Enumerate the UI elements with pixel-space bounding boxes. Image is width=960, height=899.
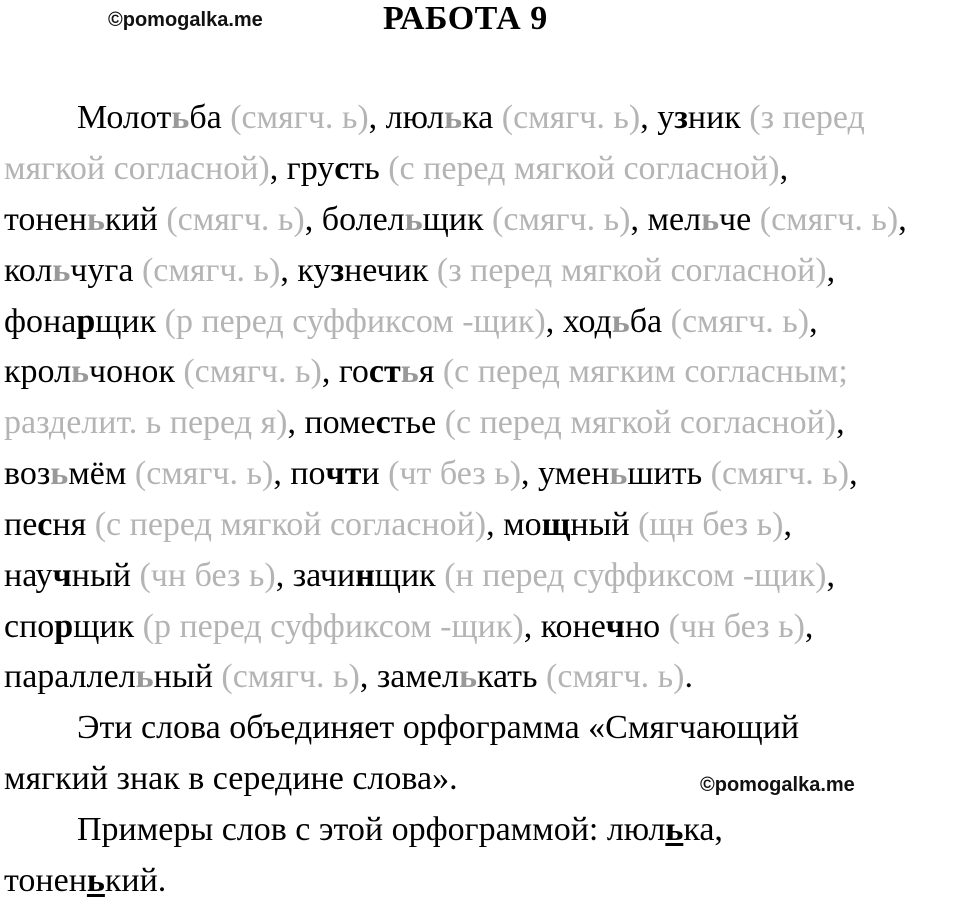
highlighted-letter: с: [375, 404, 391, 441]
annotation-text: (смягч. ь): [230, 99, 369, 136]
word-text: , мел: [630, 201, 702, 238]
word-text: , умен: [521, 455, 610, 492]
text-line-3: [4, 203, 907, 237]
highlighted-letter: р: [54, 608, 74, 645]
annotation-text: (смягч. ь): [183, 353, 322, 390]
word-text: кать: [476, 658, 547, 695]
underlined-letter: ь: [665, 811, 684, 848]
annotation-text: мягкой согласной): [4, 150, 270, 187]
text-line-16: [4, 864, 166, 898]
page-title: РАБОТА 9: [383, 0, 548, 37]
text-line-13: [77, 711, 799, 745]
word-text: чонок: [89, 353, 184, 390]
annotation-text: (смягч. ь): [501, 99, 641, 136]
highlighted-letter: ст: [368, 353, 401, 390]
word-text: щик: [374, 557, 445, 594]
word-text: ня: [52, 506, 95, 543]
word-text: ,: [783, 506, 792, 543]
word-text: нечик: [344, 252, 437, 289]
soft-sign-letter: ь: [135, 658, 154, 695]
annotation-text: (н перед суффиксом -щик): [444, 557, 827, 594]
word-text: ,: [826, 557, 835, 594]
soft-sign-letter: ь: [171, 99, 190, 136]
annotation-text: (з перед мягкой согласной): [436, 252, 827, 289]
word-text: , по: [273, 455, 326, 492]
highlighted-letter: з: [330, 252, 345, 289]
word-text: шить: [627, 455, 711, 492]
word-text: мём: [68, 455, 135, 492]
word-text: , ку: [280, 252, 331, 289]
text-line-8: [4, 457, 858, 491]
text-line-6: [4, 355, 848, 389]
word-text: тье: [390, 404, 445, 441]
word-text: , замел: [359, 658, 459, 695]
text-line-12: [4, 660, 693, 694]
annotation-text: (с перед мягкой согласной): [444, 404, 837, 441]
annotation-text: (р перед суффиксом -щик): [142, 608, 524, 645]
highlighted-letter: с: [37, 506, 53, 543]
word-text: кол: [4, 252, 53, 289]
annotation-text: (смягч. ь): [670, 303, 810, 340]
word-text: пе: [4, 506, 38, 543]
annotation-text: (с перед мягкой согласной): [388, 150, 780, 187]
watermark-top: ©pomogalka.me: [108, 9, 263, 31]
highlighted-letter: з: [674, 99, 688, 136]
word-text: чуга: [70, 252, 142, 289]
highlighted-letter: с: [334, 150, 350, 187]
word-text: , го: [321, 353, 369, 390]
soft-sign-letter: ь: [52, 252, 71, 289]
word-text: , коне: [523, 608, 606, 645]
annotation-text: (щн без ь): [638, 506, 784, 543]
annotation-text: (с перед мягкой согласной): [94, 506, 487, 543]
annotation-text: разделит. ь перед я): [4, 404, 288, 441]
text-line-2: [4, 152, 788, 186]
annotation-text: (с перед мягким согласным;: [442, 353, 848, 390]
soft-sign-letter: ь: [458, 658, 477, 695]
text-line-5: [4, 305, 818, 339]
word-text: ть: [349, 150, 389, 187]
word-text: ный: [153, 658, 222, 695]
word-text: ,: [804, 608, 814, 645]
word-text: ка: [462, 99, 502, 136]
word-text: нау: [4, 557, 53, 594]
soft-sign-letter: ь: [611, 303, 630, 340]
word-text: ка,: [683, 811, 723, 848]
word-text: мягкий знак в середине слова».: [4, 760, 458, 797]
word-text: Молот: [77, 99, 172, 136]
text-line-1: [77, 101, 865, 135]
word-text: щик: [73, 608, 143, 645]
annotation-text: (смягч. ь): [546, 658, 685, 695]
underlined-letter: ь: [86, 862, 105, 899]
word-text: щик: [95, 303, 165, 340]
word-text: ба: [629, 303, 671, 340]
annotation-text: (смягч. ь): [134, 455, 274, 492]
word-text: крол: [4, 353, 72, 390]
word-text: ба: [189, 99, 231, 136]
annotation-text: (смягч. ь): [759, 201, 899, 238]
word-text: , зачи: [275, 557, 356, 594]
word-text: ,: [826, 252, 836, 289]
soft-sign-letter: ь: [404, 201, 423, 238]
word-text: , мо: [486, 506, 542, 543]
word-text: ный: [71, 557, 140, 594]
soft-sign-letter: ь: [50, 455, 69, 492]
word-text: че: [719, 201, 760, 238]
annotation-text: (смягч. ь): [221, 658, 360, 695]
word-text: я: [418, 353, 443, 390]
text-line-9: [4, 508, 792, 542]
highlighted-letter: ч: [52, 557, 72, 594]
annotation-text: (чн без ь): [668, 608, 805, 645]
word-text: щик: [422, 201, 493, 238]
word-text: .: [684, 658, 693, 695]
annotation-text: (з перед: [749, 99, 865, 136]
annotation-text: (р перед суффиксом -щик): [164, 303, 546, 340]
text-line-10: [4, 559, 835, 593]
text-line-11: [4, 610, 813, 644]
word-text: кий.: [104, 862, 167, 899]
word-text: , поме: [287, 404, 376, 441]
highlighted-letter: чт: [325, 455, 362, 492]
word-text: ,: [779, 150, 789, 187]
text-line-4: [4, 254, 835, 288]
annotation-text: (смягч. ь): [710, 455, 850, 492]
word-text: , гру: [269, 150, 335, 187]
soft-sign-letter: ь: [400, 353, 419, 390]
word-text: спо: [4, 608, 55, 645]
word-text: фона: [4, 303, 77, 340]
word-text: Эти слова объединяет орфограмма «Смягчающий: [77, 709, 800, 746]
watermark-mid: ©pomogalka.me: [700, 774, 855, 796]
word-text: параллел: [4, 658, 136, 695]
text-line-15: [77, 813, 723, 847]
annotation-text: (чн без ь): [139, 557, 276, 594]
highlighted-letter: щ: [541, 506, 571, 543]
annotation-text: (смягч. ь): [492, 201, 631, 238]
soft-sign-letter: ь: [71, 353, 90, 390]
word-text: но: [624, 608, 669, 645]
word-text: кий: [104, 201, 167, 238]
word-text: , люл: [368, 99, 445, 136]
word-text: ный: [570, 506, 639, 543]
soft-sign-letter: ь: [701, 201, 720, 238]
soft-sign-letter: ь: [444, 99, 463, 136]
word-text: Примеры слов с этой орфограммой: люл: [77, 811, 666, 848]
word-text: ,: [836, 404, 845, 441]
soft-sign-letter: ь: [86, 201, 105, 238]
annotation-text: (смягч. ь): [141, 252, 281, 289]
word-text: ,: [849, 455, 858, 492]
annotation-text: (смягч. ь): [166, 201, 305, 238]
word-text: , у: [640, 99, 675, 136]
word-text: ,: [809, 303, 818, 340]
soft-sign-letter: ь: [609, 455, 628, 492]
highlighted-letter: ч: [605, 608, 625, 645]
word-text: тонен: [4, 862, 87, 899]
highlighted-letter: н: [355, 557, 375, 594]
word-text: воз: [4, 455, 51, 492]
word-text: ник: [687, 99, 750, 136]
word-text: тонен: [4, 201, 87, 238]
word-text: , болел: [304, 201, 405, 238]
word-text: ,: [898, 201, 907, 238]
word-text: , ход: [545, 303, 612, 340]
word-text: и: [361, 455, 389, 492]
text-line-7: [4, 406, 845, 440]
text-line-14: [4, 762, 458, 796]
highlighted-letter: р: [76, 303, 96, 340]
annotation-text: (чт без ь): [388, 455, 522, 492]
